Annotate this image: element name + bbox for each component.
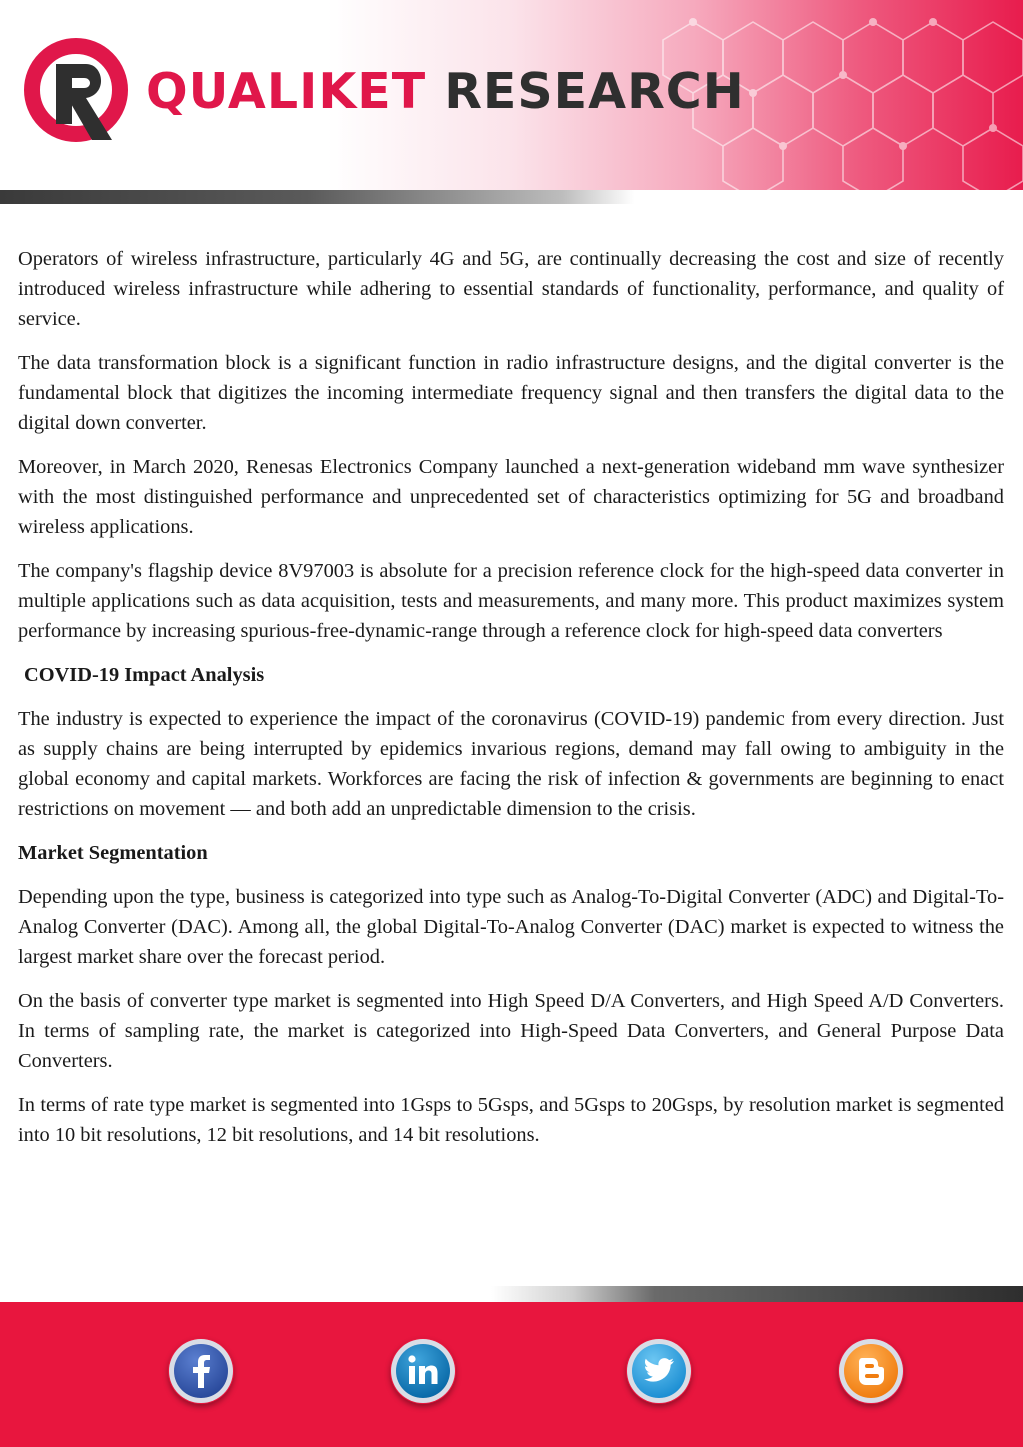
facebook-icon[interactable] xyxy=(168,1338,234,1404)
brand-word-qualiket: QUALIKET xyxy=(146,63,427,120)
brand-word-research: RESEARCH xyxy=(444,63,745,120)
paragraph: On the basis of converter type market is segmented into High Speed D/A Converters, and High Speed A/D Converters. In terms of sampling rate, the market is categorized into High-Speed Data Converters, and General Purpose Data Converters. xyxy=(18,990,1004,1072)
qr-logo-icon xyxy=(22,36,137,151)
paragraph: Moreover, in March 2020, Renesas Electronics Company launched a next-generation wideband mm wave synthesizer with the most distinguished performance and unprecedented set of characteristics optimizing for 5G and broadband wireless applications. xyxy=(18,456,1004,538)
section-heading-covid: COVID-19 Impact Analysis xyxy=(24,664,265,686)
header-divider xyxy=(0,190,1023,204)
paragraph: The data transformation block is a significant function in radio infrastructure designs, and the digital converter is the fundamental block that digitizes the incoming intermediate frequency signal and then transfers the digital data to the digital down converter. xyxy=(18,352,1004,434)
section-heading-segmentation: Market Segmentation xyxy=(18,842,208,864)
document-body xyxy=(18,244,1004,1164)
paragraph: Operators of wireless infrastructure, particularly 4G and 5G, are continually decreasing the cost and size of recently introduced wireless infrastructure while adhering to essential standards of functionality, performance, and quality of service. xyxy=(18,248,1004,330)
paragraph: The company's flagship device 8V97003 is absolute for a precision reference clock for the high-speed data converter in multiple applications such as data acquisition, tests and measurements, and many more. This product maximizes system performance by increasing spurious-free-dynamic-range through a reference clock for high-speed data converters xyxy=(18,560,1004,642)
footer-divider xyxy=(0,1286,1023,1302)
page-header xyxy=(0,0,1023,190)
paragraph: In terms of rate type market is segmented into 1Gsps to 5Gsps, and 5Gsps to 20Gsps, by resolution market is segmented into 10 bit resolutions, 12 bit resolutions, and 14 bit resolutions. xyxy=(18,1094,1004,1146)
blogger-icon[interactable] xyxy=(838,1338,904,1404)
paragraph: Depending upon the type, business is categorized into type such as Analog-To-Digital Converter (ADC) and Digital-To-Analog Converter (DAC). Among all, the global Digital-To-Analog Converter (DAC) market is expected to witness the largest market share over the forecast period. xyxy=(18,886,1004,968)
brand-name xyxy=(146,62,745,122)
twitter-icon[interactable] xyxy=(626,1338,692,1404)
linkedin-icon[interactable] xyxy=(390,1338,456,1404)
paragraph: The industry is expected to experience the impact of the coronavirus (COVID-19) pandemic from every direction. Just as supply chains are being interrupted by epidemics invarious regions, demand may fall owing to ambiguity in the global economy and capital markets. Workforces are facing the risk of infection & governments are beginning to enact restrictions on movement — and both add an unpredictable dimension to the crisis. xyxy=(18,708,1004,820)
